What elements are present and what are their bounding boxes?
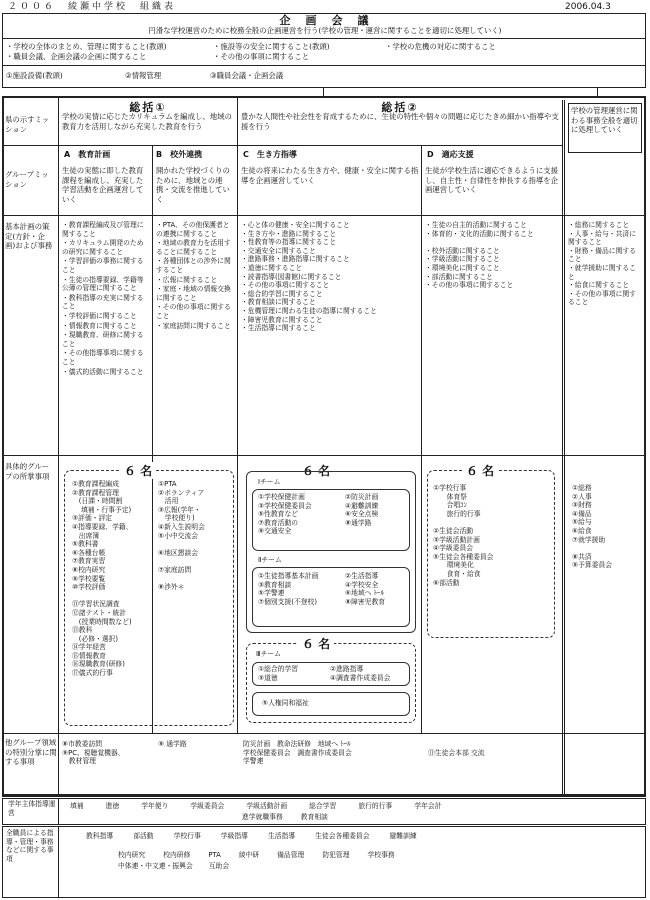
duty-item: ④学級委員会 [433, 544, 474, 553]
plan-item: ・学級活動に関すること [425, 255, 500, 264]
duty-item: ⑧渉外＊ [158, 583, 185, 592]
plan-item: ・部活動に関すること [425, 272, 493, 281]
duty-item: ⑩学校評価 [72, 583, 106, 592]
row-label-grade: 学年主体指導運営 [8, 800, 56, 817]
row-item: 備品管理 [277, 851, 305, 859]
plan-item: ・学校評価に関すること [62, 311, 137, 320]
plan-item: ・その他指導事項に関すること [62, 349, 144, 366]
duties-left: ・学校の全体のまとめ、管理に関すること(教頭) ・職員会議、企画会議の企画に関すること [6, 42, 167, 61]
group-a-mission: 生徒の実態に即した教育課程を編成し、充実した学習活動を企画運営していく [62, 166, 144, 204]
group-d-name: D 適応支援 [427, 150, 474, 159]
plan-item: ・環境美化に関すること [425, 263, 500, 272]
duty-item: ⑨交通安全 [258, 527, 292, 536]
row-item: 学級指導 [220, 832, 248, 840]
plan-item: ・進路事務・進路指導に関すること [241, 255, 350, 264]
group-d-other [428, 749, 485, 758]
plan-item: ・情報教育に関すること [62, 321, 137, 330]
plan-item: ・教科指導の充実に関すること [62, 293, 144, 311]
plan-item: ・総務に関すること [568, 221, 630, 229]
duties-mid: ・施設等の安全に関すること(教頭) ・その他の事項に関すること [213, 42, 330, 61]
other-item: 防災計画 教命法研修 地域へ ﾄｰﾙ [243, 740, 351, 748]
grade-items-line-1 [70, 802, 640, 811]
row-item: 防犯管理 [322, 851, 350, 859]
row-item: 綾中研 [238, 851, 260, 859]
duty-item: ⑬教科 [72, 626, 93, 635]
duty-item: ②ボランティア [158, 488, 205, 497]
duty-item [158, 540, 234, 549]
duty-item: 学校便り) [158, 514, 195, 523]
duty-item: ②人事 [572, 492, 592, 501]
duty-item: ⑨予算委員会 [572, 561, 613, 570]
row-item: PTA [208, 851, 221, 859]
plan-item: ・生き方や・進路に関すること [241, 229, 337, 238]
duty-item: ⑯現職教育(研修) [72, 660, 125, 669]
group-b-mission: 開かれた学校づくりのために、地域との連携・交流を推進していく [156, 166, 230, 204]
duty-item: ⑰儀式的行事 [72, 669, 113, 678]
group-e-plan-list [568, 221, 642, 307]
team-3-left-items [258, 665, 298, 682]
duty-item: (必修・選択) [72, 634, 119, 643]
duty-item: ⑧障害児教育 [345, 597, 386, 606]
other-item: ⑨ 通学路 [158, 740, 187, 748]
row-item: 教育相談 [300, 813, 328, 821]
plan-item: ・生活指導に関すること [241, 324, 316, 333]
row-item: 填補 [70, 802, 84, 810]
other-item: ⑪生徒会本部 交流 [428, 749, 485, 757]
duty-item: ②進路指導 [330, 665, 364, 673]
duty-item: ③学校保健委員会 [258, 501, 312, 510]
plan-item: ・人事・給与・共済に関すること [568, 229, 636, 247]
all-items-line-1 [86, 832, 626, 841]
duty-item: ⑨学校要覧 [72, 574, 106, 583]
group-a-other [62, 740, 125, 766]
plan-item: ・儀式的活動に関すること [62, 367, 144, 376]
plan-item: ・その他の事項に関すること [241, 281, 330, 290]
duty-item: ①教育課程編成 [72, 480, 119, 488]
plan-item: ・生徒の指導要録、学籍等公簿の管理に関すること [62, 275, 144, 293]
plan-item: ・各種団体との渉外に関すること [156, 257, 231, 274]
duty-item: ⑧通学路 [345, 518, 372, 527]
plan-item: ・就学援助に関すること [568, 263, 636, 281]
group-d-items [433, 484, 493, 587]
duty-item: (授業時間数など) [72, 617, 132, 626]
plan-item: ・給食に関すること [568, 281, 630, 290]
row-item: 互助会 [208, 862, 230, 870]
group-b-plan-list [156, 221, 236, 331]
plan-item: ・危機管理に関わる生徒の指導に関すること [241, 306, 377, 315]
row-item: 学年会計 [414, 802, 442, 810]
document-date: 2006.04.3 [565, 2, 611, 12]
plan-item: ・PTA、その他保護者との連携に関すること [156, 221, 230, 238]
plan-item [425, 238, 560, 247]
group-c-name: C 生き方指導 [243, 150, 297, 159]
all-items-line-3 [118, 862, 418, 871]
plan-item: ・体育的・文化的活動に関すること [425, 229, 534, 238]
duty-item: ②教育課程管理 [72, 488, 119, 497]
duty-item: 食育・給食 [433, 569, 481, 578]
plan-item: ・性教育等の指導に関すること [241, 238, 337, 247]
duty-item: ⑦家庭訪問 [158, 565, 192, 574]
group-b-items [158, 480, 234, 592]
duty-item: ⑧共済 [572, 552, 592, 561]
group-b-other [158, 740, 187, 749]
other-item: 学警連 [243, 757, 264, 766]
duty-item: 合唱ｺﾝ [433, 501, 467, 510]
plan-item: ・現職教育、研修に関すること [62, 331, 144, 348]
row-item: 教科指導 [86, 832, 114, 840]
duty-item: ①総務 [572, 484, 592, 492]
team-1-label: Ⅰチーム [258, 478, 281, 486]
team-3-right-items [330, 665, 390, 682]
plan-item: ・学習評価の事務に関すること [62, 257, 144, 274]
duty-item: ⑥安全点検 [345, 510, 379, 519]
group-c-mission: 生徒の将来にわたる生き方や、健康・安全に関する指導を企画運営していく [241, 166, 419, 185]
duty-item: ⑦教育活動の [258, 518, 299, 527]
row-item: 生活指導 [267, 832, 296, 840]
plan-item: ・地域の教育力を活用することに関すること [156, 239, 231, 256]
plan-item: ・道徳に関すること [241, 263, 303, 272]
duty-item: ⑦個別支援(不登校) [258, 597, 317, 606]
duty-item: ⑧校内研究 [72, 565, 106, 574]
row-item: 学年便り [141, 802, 169, 810]
plan-item: ・財務・備品に関すること [568, 246, 636, 264]
row-label-mission: 県の示すミッション [5, 115, 50, 134]
duty-item: ④新入生説明会 [158, 522, 205, 531]
other-item: ⑧市教委訪問 [62, 740, 103, 748]
duty-item: ⑥部活動 [433, 578, 460, 587]
duty-item: ⑤給与 [572, 518, 592, 527]
duty-item [158, 557, 234, 566]
duty-item: 環境美化 [433, 561, 474, 570]
plan-item: ・生徒の自主的活動に関すること [425, 221, 527, 229]
plan-item: ・その他の事項に関すること [568, 289, 636, 307]
duty-item: ④避難訓練 [345, 501, 379, 510]
row-label-group-mission: グループミッション [5, 170, 49, 189]
duty-item: ⑤小中交流会 [158, 531, 199, 540]
group-d-staff-count: ６ 名 [462, 462, 498, 479]
duty-item: 填補・行事予定) [72, 505, 132, 514]
duty-item: ⑦教育実習 [72, 557, 106, 566]
plan-item: ・総合的学習に関すること [241, 289, 323, 298]
group-c-staff-count-1: ６ 名 [298, 462, 334, 479]
team-2-left-items [258, 572, 318, 606]
soukatsu-2-mission: 豊かな人間性や社会性を育成するために、生徒の特性や個々の問題に応じたきめ細かい指導や支援を行う [241, 112, 559, 131]
team-2-label: Ⅱチーム [258, 556, 282, 564]
other-item: 教材管理 [62, 757, 96, 766]
group-a-plan-list [62, 221, 150, 377]
duty-item: ①学校行事 [433, 484, 467, 492]
duty-item: 活用 [158, 497, 179, 506]
group-d-mission: 生徒が学校生活に適応できるように支援し、自主性・自律性を伸長する指導を企画運営していく [425, 166, 559, 195]
duty-item: ③広報(学年・ [158, 505, 201, 514]
row-label-other: 他グループ領域の特別分掌に関する事項 [5, 738, 57, 767]
duty-item: ⑪学習状況調査 [72, 600, 120, 609]
grade-items-line-2 [242, 813, 542, 822]
admin-frame [562, 100, 644, 796]
duty-item: ②生徒会活動 [433, 526, 474, 535]
duty-item: ③道徳 [258, 673, 278, 682]
duty-item: ④備品 [572, 509, 592, 518]
duty-item: 出席簿 [72, 531, 100, 540]
plan-item: ・カリキュラム開発のための研究に関すること [62, 239, 144, 256]
duty-item [158, 575, 234, 584]
soukatsu-1-mission: 学校の実情に応じたカリキュラムを編成し、地域の教育力を活用しながら充実した教育を行う [62, 112, 232, 131]
plan-item: ・広報に関すること [156, 275, 218, 284]
duty-item: 体育祭 [433, 492, 467, 501]
row-item: 部活動 [133, 832, 154, 840]
duty-item [433, 518, 493, 527]
committee-1: ①施設設備(教頭) [6, 71, 63, 80]
group-a-name: A 教育計画 [64, 150, 111, 159]
row-item: 校内研究 [118, 851, 146, 859]
plan-item: ・家庭訪問に関すること [156, 321, 231, 330]
plan-item: ・その他の事項に関すること [425, 281, 514, 290]
duty-item: ⑤学警連 [258, 589, 285, 598]
duty-item: ③学級活動計画 [433, 535, 480, 544]
duty-item: (日課・時間割 [72, 497, 123, 506]
row-item: 進学就職事務 [242, 813, 283, 821]
team-3-extra: ⑤人権同和福祉 [262, 699, 309, 707]
duty-item: ⑥地区懇談会 [158, 548, 199, 557]
team-1-left-items [258, 493, 312, 536]
row-item: 生徒会各種委員会 [315, 832, 370, 840]
other-item: ⑨PC、視聴覚機器、 [62, 748, 125, 757]
row-item: 校内研修 [163, 851, 191, 859]
duty-item: ⑥各種台帳 [72, 548, 106, 557]
duty-item: ④学校安全 [345, 580, 379, 589]
plan-item: ・家庭・地域の情報交換に関すること [156, 285, 231, 302]
duty-item: ①PTA [158, 480, 177, 488]
group-a-staff-count: ６ 名 [120, 462, 156, 479]
team-2-right-items [345, 572, 385, 606]
duty-item: ⑥地域へ ﾄｰﾙ [345, 589, 384, 598]
row-item: 学校事務 [367, 851, 395, 859]
duty-item: ⑮情報教育 [72, 651, 106, 660]
duty-item: ④調査書作成委員会 [330, 673, 391, 682]
row-item: 総合学習 [309, 802, 337, 810]
duty-item: ③評価・評定 [72, 514, 113, 523]
school-year-title: ２００６ 綾瀬中学校 組織表 [8, 2, 177, 12]
row-item: 中体連・中文連・振興会 [118, 862, 193, 870]
other-item: 学校保健委員会 調査書作成委員会 [243, 748, 352, 757]
plan-item: ・交通安全に関すること [241, 246, 316, 255]
group-b-name: B 校外連携 [156, 150, 203, 159]
duty-item: ④指導要録、学籍、 [72, 522, 133, 531]
row-item: 旅行的行事 [358, 802, 393, 810]
all-items-line-2 [118, 851, 518, 860]
duty-item: ⑦就学援助 [572, 535, 606, 544]
soukatsu-2-title: 総括② [381, 101, 419, 114]
committee-3: ③職員会議・企画会議 [210, 71, 284, 80]
duty-item: ⑫諸テスト・統計 [72, 608, 127, 617]
group-a-items [72, 480, 152, 678]
group-c-other [243, 740, 352, 766]
row-label-concrete: 具体的グループの所掌事項 [5, 462, 50, 481]
row-item: 進徳 [105, 802, 120, 810]
planning-council-subtitle: 円滑な学校運営のために校務全般の企画運営を行う(学校の管理・運営に関することを適切に処理していく) [148, 26, 502, 35]
plan-item: ・教育相談に関すること [241, 298, 316, 307]
duty-item: ③財務 [572, 501, 592, 510]
duty-item: ⑤生徒会各種委員会 [433, 552, 494, 561]
duty-item: ①総合的学習 [258, 665, 299, 673]
group-c-staff-count-2: ６ 名 [298, 635, 334, 652]
row-item: 学級活動計画 [246, 802, 288, 810]
row-item: 避難訓練 [389, 832, 417, 840]
soukatsu-1-title: 総括① [129, 101, 167, 114]
plan-item: ・読書指導(図書館)に関すること [241, 272, 342, 281]
duty-item: ⑭学年経営 [72, 643, 106, 652]
committee-2: ②情報管理 [125, 71, 162, 80]
duty-item [572, 544, 612, 553]
row-label-all: 全職員による指導・管理・事務などに関する事項 [6, 829, 54, 863]
plan-item: ・その他の事項に関すること [156, 303, 231, 320]
team-3-label: Ⅲチーム [256, 650, 282, 658]
planning-council-title: 企 画 会 議 [279, 14, 371, 27]
row-label-plan: 基本計画の策定(方針・企画)および事務 [5, 222, 53, 251]
plan-item: ・校外活動に関すること [425, 246, 500, 255]
group-d-plan-list [425, 221, 560, 290]
group-e-items [572, 484, 612, 570]
plan-item: ・心と体の健康・安全に関すること [241, 221, 350, 229]
plan-item: ・障害児教育に関すること [241, 315, 323, 324]
duties-right: ・学校の危機の対応に関すること [385, 42, 496, 51]
duty-item: ⑤性教育など [258, 510, 299, 519]
duty-item: ③教育相談 [258, 580, 292, 589]
duty-item: ⑤教科書 [72, 540, 99, 549]
row-item: 学級委員会 [190, 802, 225, 810]
duty-item: ①生徒指導基本計画 [258, 572, 319, 580]
plan-item: ・教育課程編成及び管理に関すること [62, 221, 144, 238]
duty-item: ②生活指導 [345, 572, 379, 580]
duty-item: ⑥給食 [572, 526, 592, 535]
row-item: 学校行事 [173, 832, 201, 840]
team-1-right-items [345, 493, 378, 527]
duty-item: 旅行的行事 [433, 509, 481, 518]
admin-mission: 学校の管理運営に関わる事務全般を適切に処理していく [568, 103, 642, 153]
duty-item: ①学校保健計画 [258, 493, 305, 501]
duty-item: ②防災計画 [345, 493, 379, 501]
group-c-plan-list [241, 221, 419, 333]
